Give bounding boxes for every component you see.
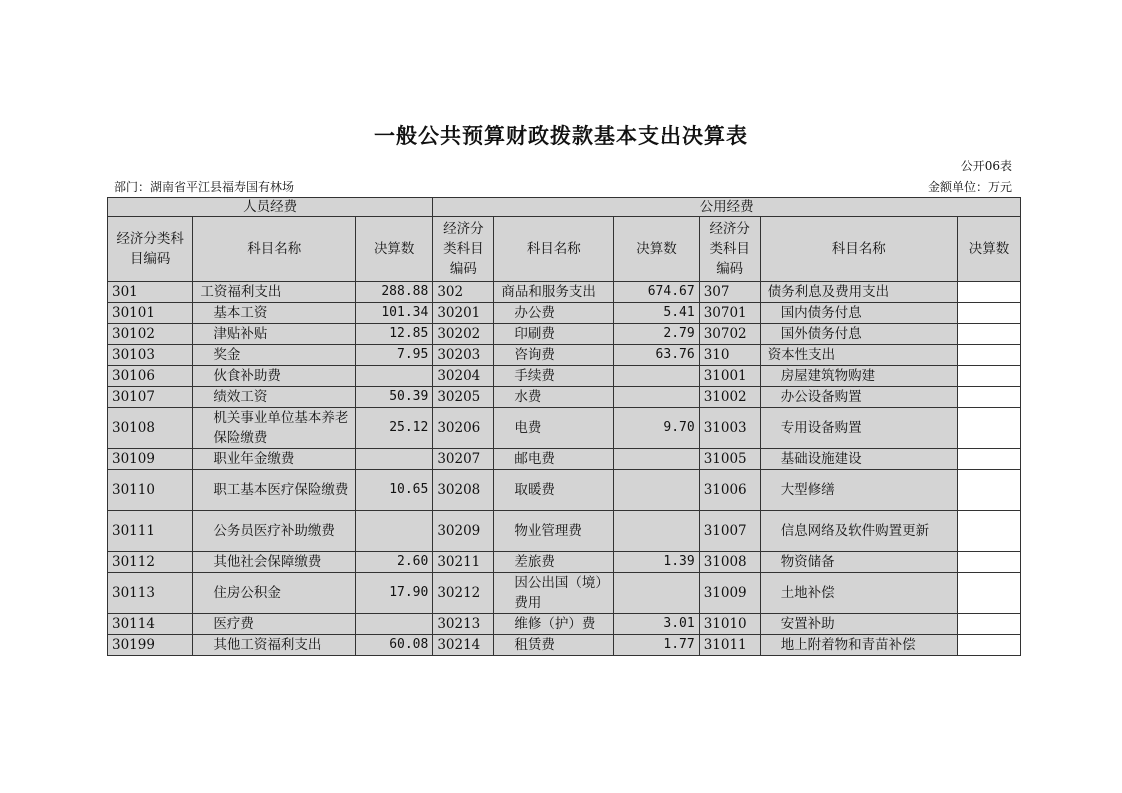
cell-amount: 9.70 [614, 408, 699, 449]
cell-amount: 10.65 [356, 470, 433, 511]
budget-table [107, 197, 1021, 656]
cell-code: 30112 [108, 552, 193, 573]
cell-code: 30205 [433, 387, 494, 408]
table-row [108, 408, 1021, 449]
cell-name: 印刷费 [494, 324, 614, 345]
table-row [108, 303, 1021, 324]
cell-code: 30111 [108, 511, 193, 552]
cell-name: 手续费 [494, 366, 614, 387]
cell-name: 房屋建筑物购建 [760, 366, 957, 387]
cell-name: 信息网络及软件购置更新 [760, 511, 957, 552]
cell-name: 国内债务付息 [760, 303, 957, 324]
cell-amount: 1.39 [614, 552, 699, 573]
cell-amount [957, 552, 1020, 573]
cell-amount: 101.34 [356, 303, 433, 324]
cell-name: 物业管理费 [494, 511, 614, 552]
cell-amount [614, 470, 699, 511]
cell-code: 30108 [108, 408, 193, 449]
cell-name: 其他工资福利支出 [193, 635, 356, 656]
cell-amount: 7.95 [356, 345, 433, 366]
cell-amount [957, 470, 1020, 511]
cell-amount [957, 614, 1020, 635]
cell-name: 其他社会保障缴费 [193, 552, 356, 573]
cell-name: 伙食补助费 [193, 366, 356, 387]
column-header-code: 经济分类科目编码 [699, 217, 760, 282]
section-header-public: 公用经费 [433, 198, 1021, 217]
table-row [108, 470, 1021, 511]
cell-amount: 288.88 [356, 282, 433, 303]
cell-amount [614, 387, 699, 408]
cell-code: 30202 [433, 324, 494, 345]
cell-amount: 1.77 [614, 635, 699, 656]
cell-name: 办公费 [494, 303, 614, 324]
cell-code: 31011 [699, 635, 760, 656]
table-row [108, 511, 1021, 552]
page-title: 一般公共预算财政拨款基本支出决算表 [374, 123, 748, 148]
cell-amount [957, 345, 1020, 366]
cell-name: 公务员医疗补助缴费 [193, 511, 356, 552]
cell-code: 30113 [108, 573, 193, 614]
table-row [108, 387, 1021, 408]
cell-amount [957, 324, 1020, 345]
column-header-amount: 决算数 [614, 217, 699, 282]
cell-name: 工资福利支出 [193, 282, 356, 303]
cell-amount: 63.76 [614, 345, 699, 366]
table-row [108, 614, 1021, 635]
cell-code: 31010 [699, 614, 760, 635]
cell-name: 办公设备购置 [760, 387, 957, 408]
cell-amount [356, 449, 433, 470]
cell-code: 30209 [433, 511, 494, 552]
cell-amount: 2.60 [356, 552, 433, 573]
cell-code: 31009 [699, 573, 760, 614]
column-header-amount: 决算数 [957, 217, 1020, 282]
cell-name: 职工基本医疗保险缴费 [193, 470, 356, 511]
cell-code: 30203 [433, 345, 494, 366]
cell-code: 31001 [699, 366, 760, 387]
cell-code: 31006 [699, 470, 760, 511]
cell-amount [957, 387, 1020, 408]
table-row [108, 324, 1021, 345]
cell-code: 30208 [433, 470, 494, 511]
cell-name: 电费 [494, 408, 614, 449]
cell-code: 30212 [433, 573, 494, 614]
cell-code: 31005 [699, 449, 760, 470]
cell-name: 商品和服务支出 [494, 282, 614, 303]
cell-code: 30107 [108, 387, 193, 408]
cell-code: 30213 [433, 614, 494, 635]
cell-name: 邮电费 [494, 449, 614, 470]
table-row [108, 552, 1021, 573]
cell-amount [614, 573, 699, 614]
cell-code: 30109 [108, 449, 193, 470]
cell-name: 地上附着物和青苗补偿 [760, 635, 957, 656]
cell-code: 302 [433, 282, 494, 303]
cell-name: 租赁费 [494, 635, 614, 656]
cell-amount: 17.90 [356, 573, 433, 614]
cell-name: 资本性支出 [760, 345, 957, 366]
cell-code: 30204 [433, 366, 494, 387]
cell-name: 咨询费 [494, 345, 614, 366]
cell-code: 31002 [699, 387, 760, 408]
cell-name: 奖金 [193, 345, 356, 366]
cell-name: 基本工资 [193, 303, 356, 324]
table-row [108, 573, 1021, 614]
cell-amount [957, 635, 1020, 656]
cell-code: 30201 [433, 303, 494, 324]
cell-name: 安置补助 [760, 614, 957, 635]
table-row [108, 282, 1021, 303]
column-header-code: 经济分类科目编码 [433, 217, 494, 282]
cell-amount [957, 573, 1020, 614]
cell-amount [356, 366, 433, 387]
column-header-name: 科目名称 [193, 217, 356, 282]
cell-amount [957, 511, 1020, 552]
cell-amount [957, 366, 1020, 387]
cell-code: 310 [699, 345, 760, 366]
cell-code: 30702 [699, 324, 760, 345]
cell-code: 30214 [433, 635, 494, 656]
table-row [108, 366, 1021, 387]
cell-code: 31008 [699, 552, 760, 573]
column-header-name: 科目名称 [760, 217, 957, 282]
cell-amount [957, 408, 1020, 449]
cell-name: 津贴补贴 [193, 324, 356, 345]
cell-amount: 12.85 [356, 324, 433, 345]
form-number: 公开06表 [960, 159, 1012, 173]
cell-name: 维修（护）费 [494, 614, 614, 635]
cell-name: 水费 [494, 387, 614, 408]
cell-amount [356, 614, 433, 635]
cell-code: 30110 [108, 470, 193, 511]
cell-code: 30102 [108, 324, 193, 345]
cell-name: 土地补偿 [760, 573, 957, 614]
cell-amount [614, 511, 699, 552]
cell-name: 因公出国（境）费用 [494, 573, 614, 614]
cell-amount [356, 511, 433, 552]
cell-code: 30207 [433, 449, 494, 470]
department-label: 部门：湖南省平江县福寿国有林场 [114, 180, 295, 194]
cell-amount [614, 366, 699, 387]
table-row [108, 449, 1021, 470]
cell-name: 物资储备 [760, 552, 957, 573]
cell-code: 31007 [699, 511, 760, 552]
cell-name: 医疗费 [193, 614, 356, 635]
cell-amount: 60.08 [356, 635, 433, 656]
table-row [108, 345, 1021, 366]
cell-name: 职业年金缴费 [193, 449, 356, 470]
cell-amount [957, 303, 1020, 324]
cell-name: 国外债务付息 [760, 324, 957, 345]
cell-amount [614, 449, 699, 470]
cell-name: 专用设备购置 [760, 408, 957, 449]
cell-amount: 5.41 [614, 303, 699, 324]
cell-code: 30701 [699, 303, 760, 324]
cell-amount: 674.67 [614, 282, 699, 303]
cell-amount [957, 282, 1020, 303]
cell-code: 30199 [108, 635, 193, 656]
cell-name: 住房公积金 [193, 573, 356, 614]
cell-code: 30106 [108, 366, 193, 387]
cell-name: 取暖费 [494, 470, 614, 511]
table-row [108, 635, 1021, 656]
cell-name: 绩效工资 [193, 387, 356, 408]
cell-name: 债务利息及费用支出 [760, 282, 957, 303]
cell-name: 机关事业单位基本养老保险缴费 [193, 408, 356, 449]
cell-code: 30206 [433, 408, 494, 449]
cell-amount [957, 449, 1020, 470]
cell-name: 差旅费 [494, 552, 614, 573]
cell-code: 301 [108, 282, 193, 303]
column-header-code: 经济分类科目编码 [108, 217, 193, 282]
column-header-name: 科目名称 [494, 217, 614, 282]
cell-amount: 25.12 [356, 408, 433, 449]
cell-amount: 3.01 [614, 614, 699, 635]
cell-code: 31003 [699, 408, 760, 449]
cell-name: 基础设施建设 [760, 449, 957, 470]
cell-code: 30114 [108, 614, 193, 635]
section-header-personnel: 人员经费 [108, 198, 433, 217]
cell-amount: 50.39 [356, 387, 433, 408]
cell-code: 30101 [108, 303, 193, 324]
amount-unit-label: 金额单位：万元 [927, 180, 1012, 194]
cell-amount: 2.79 [614, 324, 699, 345]
cell-code: 30103 [108, 345, 193, 366]
cell-code: 307 [699, 282, 760, 303]
cell-code: 30211 [433, 552, 494, 573]
cell-name: 大型修缮 [760, 470, 957, 511]
column-header-amount: 决算数 [356, 217, 433, 282]
